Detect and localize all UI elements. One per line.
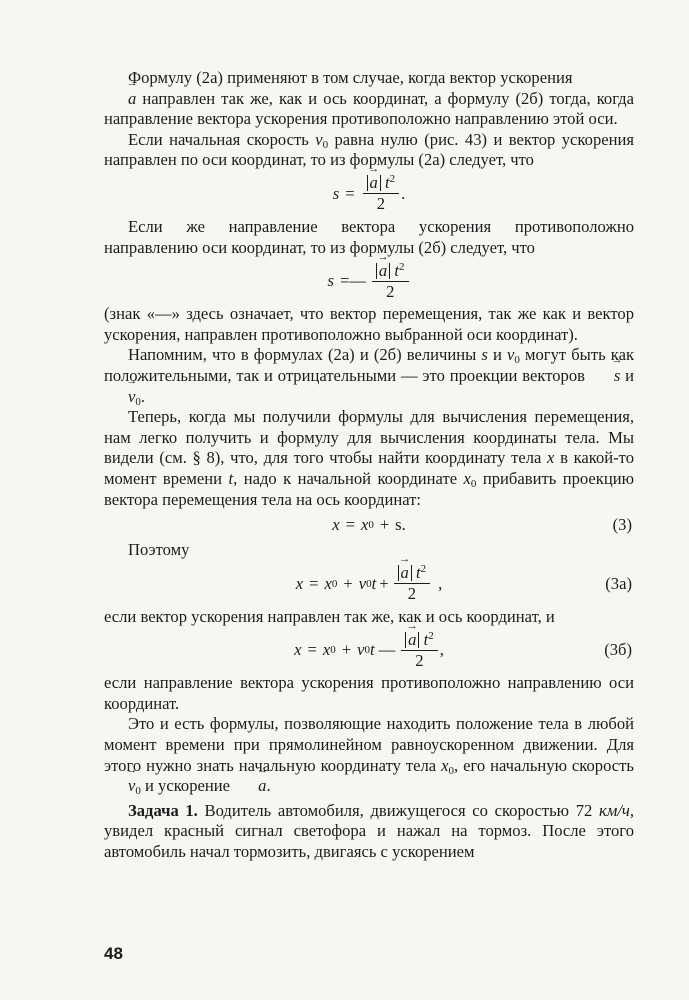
plus-sign: + xyxy=(343,573,353,593)
var-t: t xyxy=(369,640,375,660)
paragraph-7: Поэтому xyxy=(128,540,190,560)
equals-sign: = xyxy=(345,183,355,203)
denominator: 2 xyxy=(386,281,395,301)
superscript-two: 2 xyxy=(399,260,405,273)
text-run: , надо к начальной координате xyxy=(233,468,464,488)
vector-v: → v xyxy=(104,776,135,797)
var-t: t xyxy=(394,260,399,280)
var-x: x xyxy=(360,515,369,535)
equation-3: x = x 0 + s. (3) xyxy=(332,515,632,535)
subscript-zero: 0 xyxy=(322,138,329,151)
text-run: . xyxy=(266,776,271,796)
fraction xyxy=(372,262,409,301)
var-s: s xyxy=(481,345,488,365)
text-run: могут быть как положительными, так и отрицательными — это проекции векторов xyxy=(104,345,634,385)
task-title: Задача 1. xyxy=(128,800,198,820)
text-run: и xyxy=(620,365,634,385)
text-run: Формулу (2а) применяют в том случае, когда вектор ускорения xyxy=(128,68,573,87)
comma: , xyxy=(439,640,444,660)
equation-3b: x = x 0 + v 0 t — → $\frac{a t^2}{2}$ , (3б) xyxy=(104,627,634,673)
subscript-zero: 0 xyxy=(448,764,454,777)
equals-sign: = xyxy=(307,640,317,660)
text-run: Теперь, когда мы получили формулы для вычисления перемещения, нам легко получить и формулу для вычисления координаты тела. Мы видели (см. § 8), что, для того чтобы найти координату тела xyxy=(104,407,634,468)
var-v: v xyxy=(315,129,323,149)
superscript-two: 2 xyxy=(389,173,396,186)
text-run: и ускорение xyxy=(140,776,235,796)
equation-number: (3а) xyxy=(605,573,632,593)
subscript-zero: 0 xyxy=(135,785,141,798)
var-v: v xyxy=(357,640,365,660)
fraction xyxy=(401,631,438,670)
page-number: 48 xyxy=(104,944,123,963)
comma: , xyxy=(438,573,443,593)
text-run: в какой-то момент времени xyxy=(104,448,634,488)
denominator: 2 xyxy=(376,194,385,214)
minus-sign: — xyxy=(378,640,396,660)
var-v: v xyxy=(358,573,367,593)
var-x: x xyxy=(322,640,331,660)
period: . xyxy=(401,183,406,203)
text-run: прибавить проекцию вектора перемещения тела на ось координат: xyxy=(104,468,634,509)
paragraph-3: Если же направление вектора ускорения противоположно направлению оси координат, то из формулы (2б) следует, что xyxy=(104,216,634,257)
speed-unit: км/ч, xyxy=(598,800,634,820)
equation-3a: x = x 0 + v 0 t + → $\frac{a t^2}{2}$ , (3а) xyxy=(104,561,634,607)
paragraph-9: если направление вектора ускорения противоположно направлению оси координат. xyxy=(104,673,634,713)
text-run: . xyxy=(140,386,146,406)
plus-sign: + xyxy=(341,640,352,660)
denominator: 2 xyxy=(415,650,424,670)
var-t: t xyxy=(416,563,421,583)
var-x: x xyxy=(547,448,555,468)
var-x: x xyxy=(332,515,340,535)
vector-a: → a xyxy=(408,632,416,648)
plus-sign: + xyxy=(379,515,390,535)
equals-sign: = xyxy=(309,573,319,593)
text-run: направлен так же, как и ось координат, а формулу (2б) тогда, когда направление вектора ускорения противоположно направлению этой оси. xyxy=(104,88,634,129)
paragraph-6 xyxy=(104,407,634,510)
fraction xyxy=(394,564,431,603)
var-x: x xyxy=(324,573,332,593)
vector-a: → a xyxy=(370,175,378,191)
fraction xyxy=(363,174,400,213)
text-run: увидел красный сигнал светофора и нажал на тормоз. После этого автомобиль начал тормозить, двигаясь с ускорением xyxy=(104,821,634,862)
var-x: x xyxy=(295,573,304,593)
var-x: x xyxy=(441,755,449,775)
equals-sign: = xyxy=(345,515,355,535)
minus-sign: — xyxy=(349,271,366,291)
var-s: s xyxy=(332,183,340,203)
paragraph-1 xyxy=(104,68,634,130)
text-run: Если начальная скорость xyxy=(128,129,316,149)
plus-sign: + xyxy=(379,573,389,593)
var-x: x xyxy=(294,640,302,660)
text-run: Это и есть формулы, позволяющие находить положение тела в любой момент времени при прямолинейном равноускоренном движении. Для этого нужно знать начальную координату тела xyxy=(104,714,634,775)
vector-a: → a xyxy=(379,263,387,279)
var-t: t xyxy=(423,629,429,649)
paragraph-10 xyxy=(104,714,634,796)
var-t: t xyxy=(371,573,377,593)
var-x: x xyxy=(463,468,471,488)
subscript-zero: 0 xyxy=(470,477,477,490)
text-run: Водитель автомобиля, движущегося со скоростью 72 xyxy=(197,800,599,820)
vector-s: → s xyxy=(590,366,620,387)
equation-number: (3) xyxy=(612,515,632,535)
var-t: t xyxy=(228,468,234,488)
page-body xyxy=(104,68,634,863)
var-t: t xyxy=(385,173,390,193)
superscript-two: 2 xyxy=(428,629,434,642)
var-s: s xyxy=(327,271,334,291)
paragraph-8: если вектор ускорения направлен так же, как и ось координат, и xyxy=(104,606,555,626)
vector-a: → a xyxy=(234,776,266,797)
text-run: и xyxy=(487,345,507,365)
paragraph-5 xyxy=(104,345,634,407)
text-run: , его начальную скорость xyxy=(454,755,634,775)
equation-s-positive xyxy=(104,171,634,217)
equation-s-negative xyxy=(104,258,634,304)
vector-a: → a xyxy=(104,89,136,110)
subscript-zero: 0 xyxy=(514,354,520,367)
subscript-zero: 0 xyxy=(135,395,141,408)
vector-v: → v xyxy=(104,387,135,408)
equals-sign: = xyxy=(339,271,350,291)
vector-a: → a xyxy=(401,565,409,581)
task-1-paragraph xyxy=(104,801,634,863)
text-run: равна нулю (рис. 43) и вектор ускорения направлен по оси координат, то из формулы (2а) следует, что xyxy=(104,129,634,170)
superscript-two: 2 xyxy=(420,563,427,576)
paragraph-4: (знак «—» здесь означает, что вектор перемещения, так же как и вектор ускорения, направлен противоположно выбранной оси координат). xyxy=(104,304,634,344)
var-s: s. xyxy=(395,515,406,535)
equation-number: (3б) xyxy=(604,640,632,660)
denominator: 2 xyxy=(407,584,416,604)
var-v: v xyxy=(506,345,515,365)
text-run: Напомним, что в формулах (2а) и (2б) величины xyxy=(128,345,482,365)
